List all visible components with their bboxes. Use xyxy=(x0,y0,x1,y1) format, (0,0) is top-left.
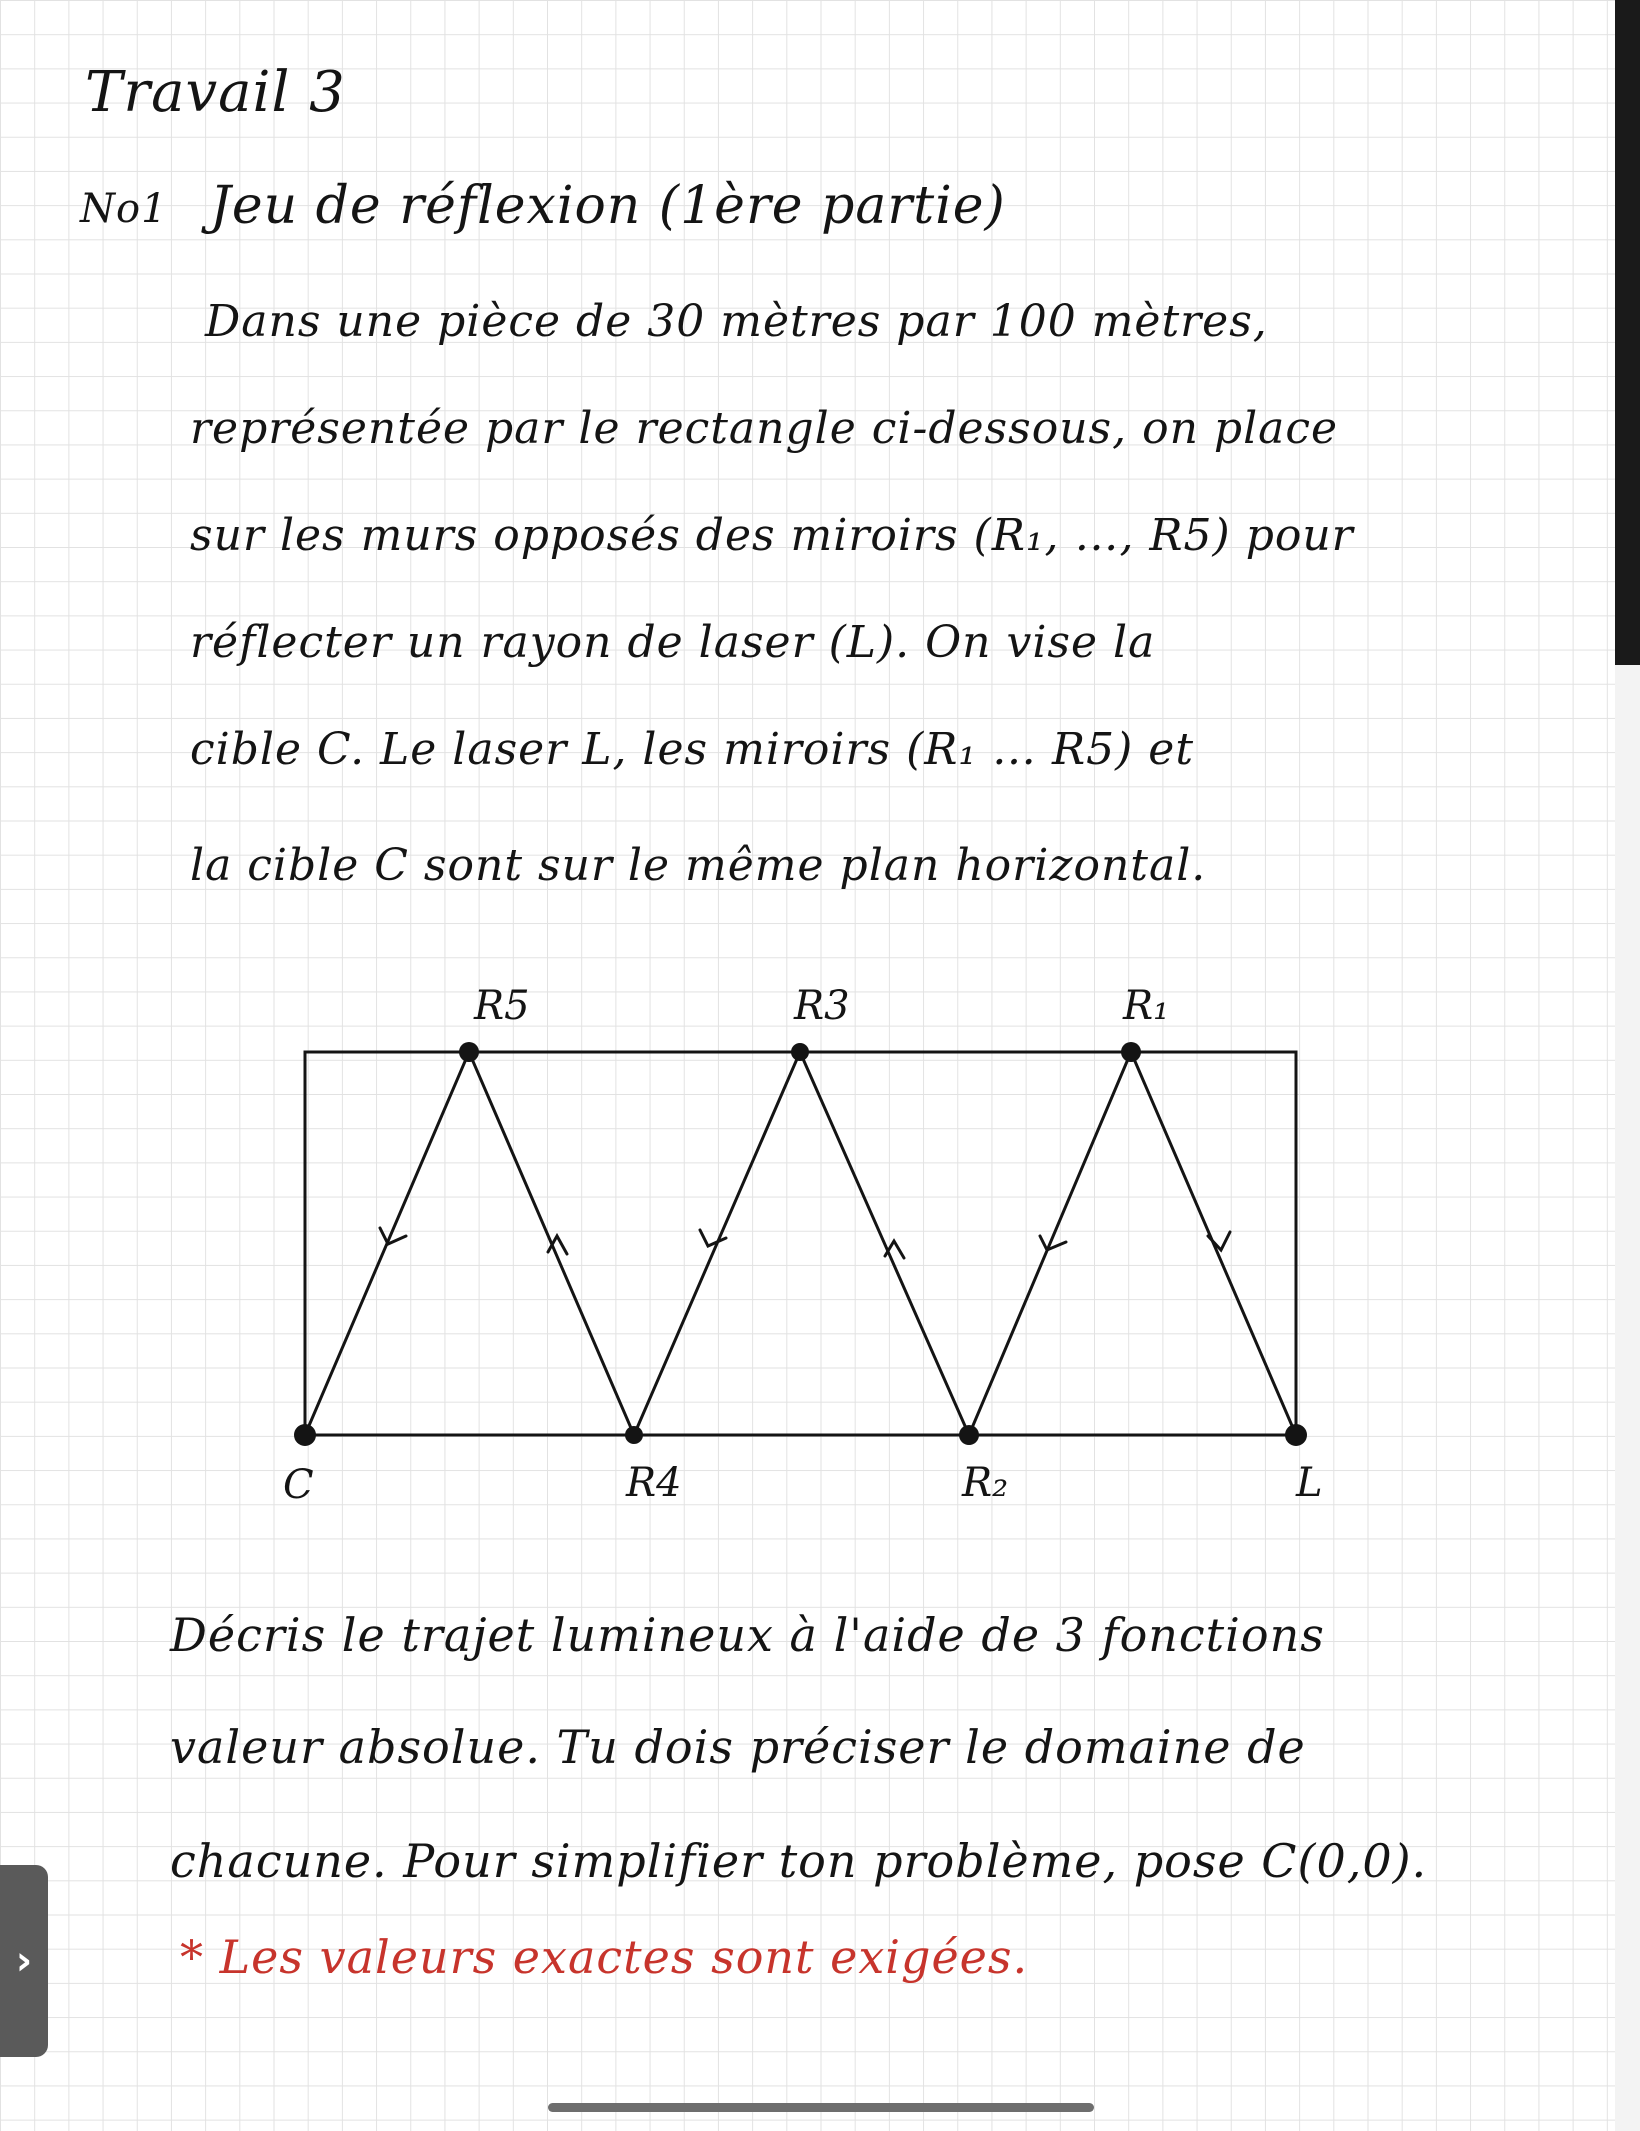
mirror-r1-point xyxy=(1121,1042,1141,1062)
laser-path xyxy=(305,1052,1296,1435)
label-c: C xyxy=(283,1462,314,1508)
mirror-r4-point xyxy=(625,1426,643,1444)
intro-line-6: la cible C sont sur le même plan horizontal. xyxy=(190,840,1207,891)
question-line-1: Décris le trajet lumineux à l'aide de 3 fonctions xyxy=(170,1608,1325,1662)
side-panel-toggle[interactable] xyxy=(0,1865,48,2057)
label-l: L xyxy=(1296,1460,1323,1506)
exercise-heading: Jeu de réflexion (1ère partie) xyxy=(210,176,1006,236)
label-r4: R4 xyxy=(626,1460,682,1506)
exercise-number: No1 xyxy=(80,186,168,232)
intro-line-3: sur les murs opposés des miroirs (R₁, …, R5) pour xyxy=(190,510,1354,561)
room-rectangle xyxy=(305,1052,1296,1435)
label-r3: R3 xyxy=(794,983,850,1029)
question-line-3: chacune. Pour simplifier ton problème, pose C(0,0). xyxy=(170,1834,1428,1888)
intro-line-4: réflecter un rayon de laser (L). On vise la xyxy=(190,617,1156,668)
document-title: Travail 3 xyxy=(85,60,346,125)
mirror-r5-point xyxy=(459,1042,479,1062)
intro-line-5: cible C. Le laser L, les miroirs (R₁ … R5) et xyxy=(190,724,1194,775)
target-c-point xyxy=(294,1424,316,1446)
intro-line-2: représentée par le rectangle ci-dessous, on place xyxy=(190,403,1339,454)
arrow-mark-3 xyxy=(885,1241,904,1258)
label-r1: R₁ xyxy=(1123,983,1170,1029)
label-r2: R₂ xyxy=(962,1460,1009,1506)
mirror-r3-point xyxy=(791,1043,809,1061)
question-line-2: valeur absolue. Tu dois préciser le domaine de xyxy=(170,1720,1306,1774)
home-indicator[interactable] xyxy=(548,2103,1094,2112)
chevron-right-icon: › xyxy=(15,1938,33,1984)
intro-line-1: Dans une pièce de 30 mètres par 100 mètres, xyxy=(205,296,1268,347)
label-r5: R5 xyxy=(474,983,530,1029)
red-note: * Les valeurs exactes sont exigées. xyxy=(180,1930,1029,1984)
laser-l-point xyxy=(1285,1424,1307,1446)
mirror-r2-point xyxy=(959,1425,979,1445)
